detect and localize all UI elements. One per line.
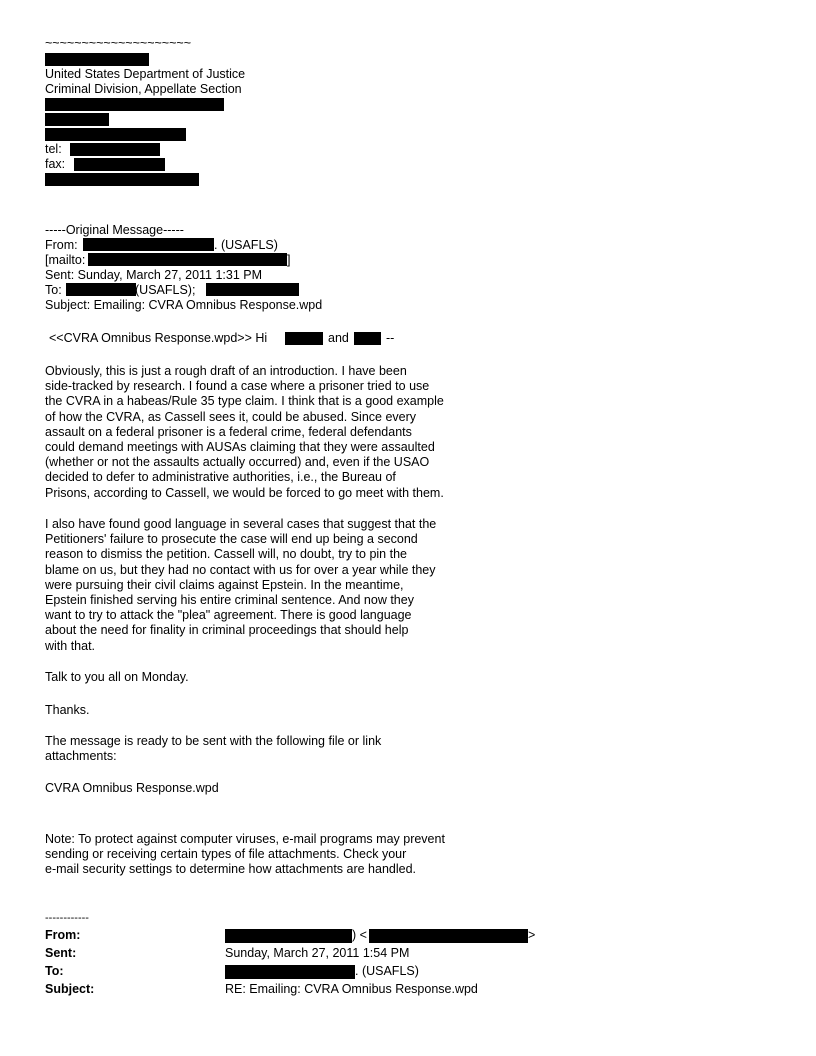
subject-line: Subject: Emailing: CVRA Omnibus Response.wpd bbox=[45, 298, 323, 312]
redaction-address-1 bbox=[45, 98, 224, 111]
to-middle: (USAFLS); bbox=[135, 283, 196, 297]
redaction-from bbox=[83, 238, 214, 251]
text-line: Prisons, according to Cassell, we would be forced to go meet with them. bbox=[45, 485, 444, 500]
redaction-greeting-2 bbox=[354, 332, 381, 345]
fax-label: fax: bbox=[45, 157, 66, 171]
text-line: reason to dismiss the petition. Cassell will, no doubt, try to pin the bbox=[45, 547, 407, 562]
sent-line: Sent: Sunday, March 27, 2011 1:31 PM bbox=[45, 268, 263, 282]
from-suffix: . (USAFLS) bbox=[214, 238, 278, 252]
thanks-line: Thanks. bbox=[45, 703, 90, 717]
text-line: Obviously, this is just a rough draft of an introduction. I have been bbox=[45, 364, 407, 378]
reply-to-suffix: . (USAFLS) bbox=[355, 964, 419, 978]
reply-subject-label: Subject: bbox=[45, 982, 95, 996]
reply-to-label: To: bbox=[45, 964, 64, 978]
text-line: the CVRA in a habeas/Rule 35 type claim. I think that is a good example bbox=[45, 394, 444, 409]
redaction-to-2 bbox=[206, 283, 299, 296]
redaction-fax bbox=[74, 158, 165, 171]
reply-divider: ------------ bbox=[45, 912, 89, 924]
reply-from-end: > bbox=[528, 928, 536, 942]
reply-from-label: From: bbox=[45, 928, 81, 942]
text-line: Epstein finished serving his entire criminal sentence. And now they bbox=[45, 593, 414, 608]
body-paragraph-2 bbox=[45, 517, 436, 654]
redaction-name bbox=[45, 53, 149, 66]
text-line: assault on a federal prisoner is a federal crime, federal defendants bbox=[45, 424, 412, 439]
redaction-address-2 bbox=[45, 113, 109, 126]
text-line: blame on us, but they had no contact with us for over a year while they bbox=[45, 562, 436, 577]
text-line: about the need for finality in criminal proceedings that should help bbox=[45, 623, 409, 638]
note-paragraph bbox=[45, 832, 445, 878]
to-label: To: bbox=[45, 283, 62, 297]
reply-sent-label: Sent: bbox=[45, 946, 77, 960]
mailto-suffix: ] bbox=[287, 253, 291, 267]
text-line: attachments: bbox=[45, 749, 117, 764]
greeting-prefix: <<CVRA Omnibus Response.wpd>> Hi bbox=[49, 331, 268, 345]
reply-from-mid: ) < bbox=[352, 928, 367, 942]
original-message-divider: -----Original Message----- bbox=[45, 223, 184, 237]
text-line: The message is ready to be sent with the following file or link bbox=[45, 734, 382, 748]
org-line-1: United States Department of Justice bbox=[45, 67, 246, 81]
talk-line: Talk to you all on Monday. bbox=[45, 670, 189, 684]
greeting-and: and bbox=[328, 331, 349, 345]
text-line: I also have found good language in several cases that suggest that the bbox=[45, 517, 437, 531]
redaction-greeting-1 bbox=[285, 332, 323, 345]
text-line: decided to defer to administrative authorities, i.e., the Bureau of bbox=[45, 470, 396, 485]
text-line: could demand meetings with AUSAs claiming that they were assaulted bbox=[45, 440, 435, 455]
body-paragraph-1 bbox=[45, 364, 444, 501]
text-line: side-tracked by research. I found a case where a prisoner tried to use bbox=[45, 379, 430, 394]
redaction-address-3 bbox=[45, 128, 186, 141]
text-line: want to try to attack the "plea" agreement. There is good language bbox=[45, 608, 412, 623]
redaction-reply-to bbox=[225, 965, 355, 979]
redaction-tel bbox=[70, 143, 160, 156]
text-line: (whether or not the assaults actually occurred) and, even if the USAO bbox=[45, 455, 430, 470]
text-line: Petitioners' failure to prosecute the case will end up being a second bbox=[45, 532, 418, 547]
text-line: sending or receiving certain types of file attachments. Check your bbox=[45, 847, 407, 862]
redaction-reply-from-email bbox=[369, 929, 528, 943]
text-line: Note: To protect against computer viruses, e-mail programs may prevent bbox=[45, 832, 445, 846]
org-line-2: Criminal Division, Appellate Section bbox=[45, 82, 242, 96]
text-line: were pursuing their civil claims against Epstein. In the meantime, bbox=[45, 577, 404, 592]
text-line: with that. bbox=[45, 638, 96, 653]
reply-subject-value: RE: Emailing: CVRA Omnibus Response.wpd bbox=[225, 982, 478, 996]
text-line: e-mail security settings to determine how attachments are handled. bbox=[45, 862, 417, 877]
greeting-suffix: -- bbox=[386, 331, 395, 345]
tel-label: tel: bbox=[45, 142, 62, 156]
reply-sent-value: Sunday, March 27, 2011 1:54 PM bbox=[225, 946, 410, 960]
attachment-name: CVRA Omnibus Response.wpd bbox=[45, 781, 219, 795]
ready-paragraph bbox=[45, 734, 381, 764]
redaction-to-1 bbox=[66, 283, 136, 296]
mailto-prefix: [mailto: bbox=[45, 253, 86, 267]
tilde-divider: ~~~~~~~~~~~~~~~~~~~~ bbox=[45, 36, 191, 50]
from-label: From: bbox=[45, 238, 78, 252]
redaction-mailto bbox=[88, 253, 287, 266]
redaction-email bbox=[45, 173, 199, 186]
redaction-reply-from-name bbox=[225, 929, 352, 943]
text-line: of how the CVRA, as Cassell sees it, could be abused. Since every bbox=[45, 409, 417, 424]
